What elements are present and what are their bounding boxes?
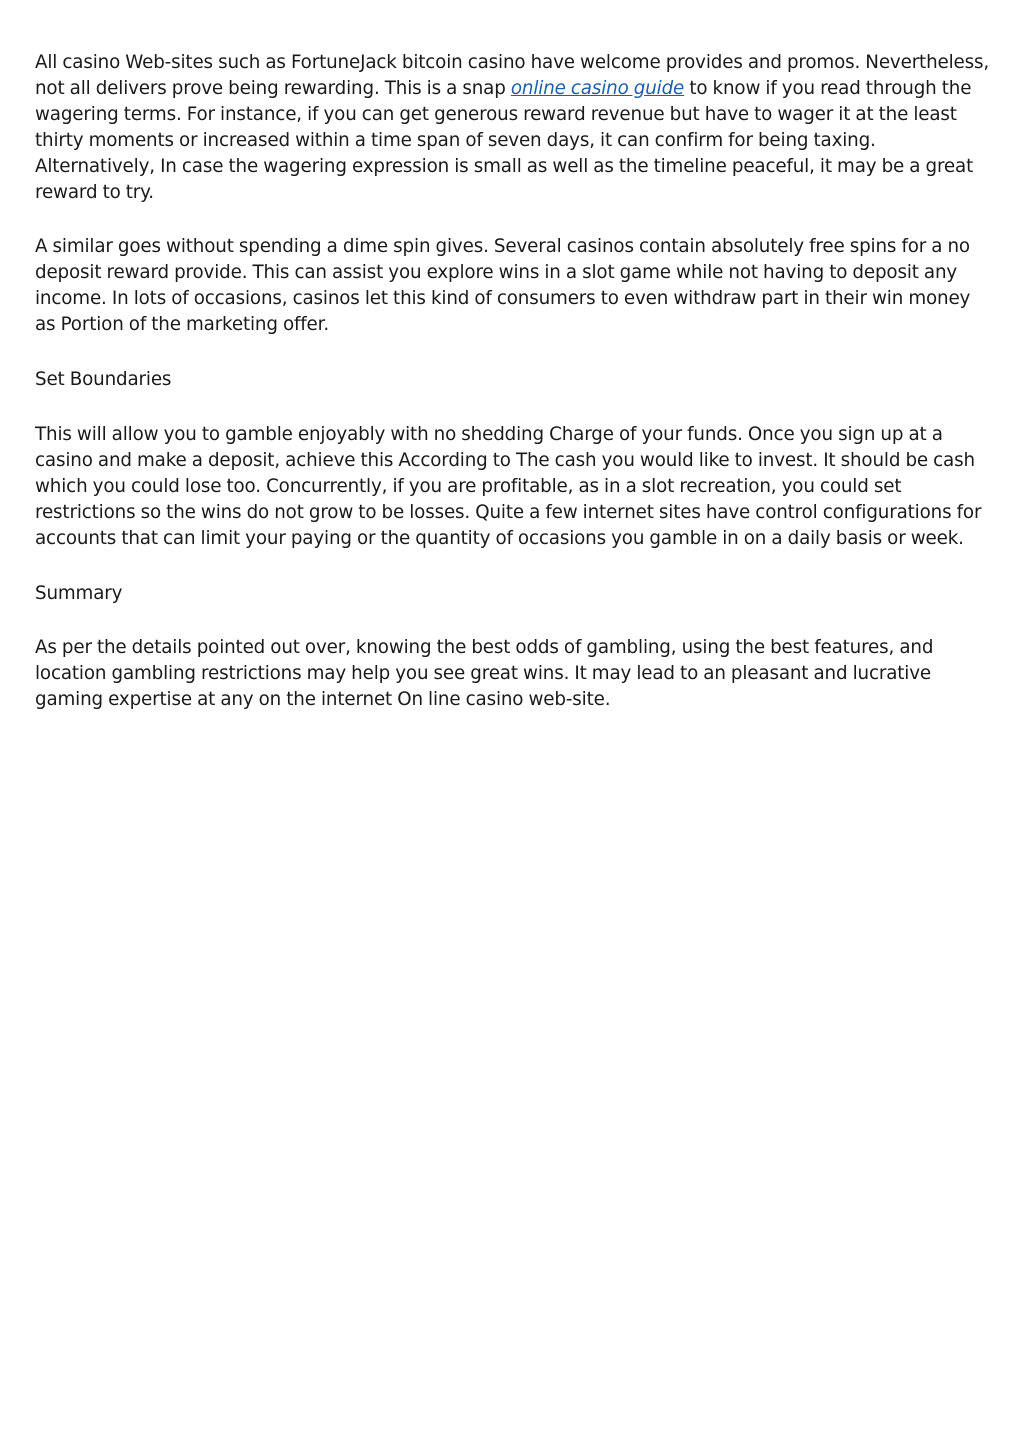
paragraph-text: to know if you read through the wagering terms. For instance, if you can get generous reward revenue but have to wager it at the least thirty moments or increased within a time span of seven days, it can confirm for being taxing. Alternatively, In case the wagering expression is small as well as the timeline peaceful, it may be a great reward to try. [35,77,974,203]
document-body [35,50,993,742]
paragraph-free-spins: A similar goes without spending a dime spin gives. Several casinos contain absolutely free spins for a no deposit reward provide. This can assist you explore wins in a slot game while not having to deposit any income. In lots of occasions, casinos let this kind of consumers to even withdraw part in their win money as Portion of the marketing offer. [35,236,971,336]
paragraph-welcome-offers [35,50,993,205]
paragraph-text: All casino Web-sites such as FortuneJack bitcoin casino have welcome provides and promos. Nevertheless, not all delivers prove being rewarding. This is a snap [35,52,990,99]
paragraph-summary: As per the details pointed out over, knowing the best odds of gambling, using the best features, and location gambling restrictions may help you see great wins. It may lead to an pleasant and lucrative gaming expertise at any on the internet On line casino web-site. [35,637,934,711]
paragraph-boundaries: This will allow you to gamble enjoyably with no shedding Charge of your funds. Once you sign up at a casino and make a deposit, achieve this According to The cash you would like to invest. It should be cash which you could lose too. Concurrently, if you are profitable, as in a slot recreation, you could set restrictions so the wins do not grow to be losses. Quite a few internet sites have control configurations for accounts that can limit your paying or the quantity of occasions you gamble in on a daily basis or week. [35,423,982,549]
online-casino-guide-link[interactable]: online casino guide [510,77,685,99]
section-heading-summary: Summary [35,582,123,604]
section-heading-set-boundaries: Set Boundaries [35,369,172,391]
